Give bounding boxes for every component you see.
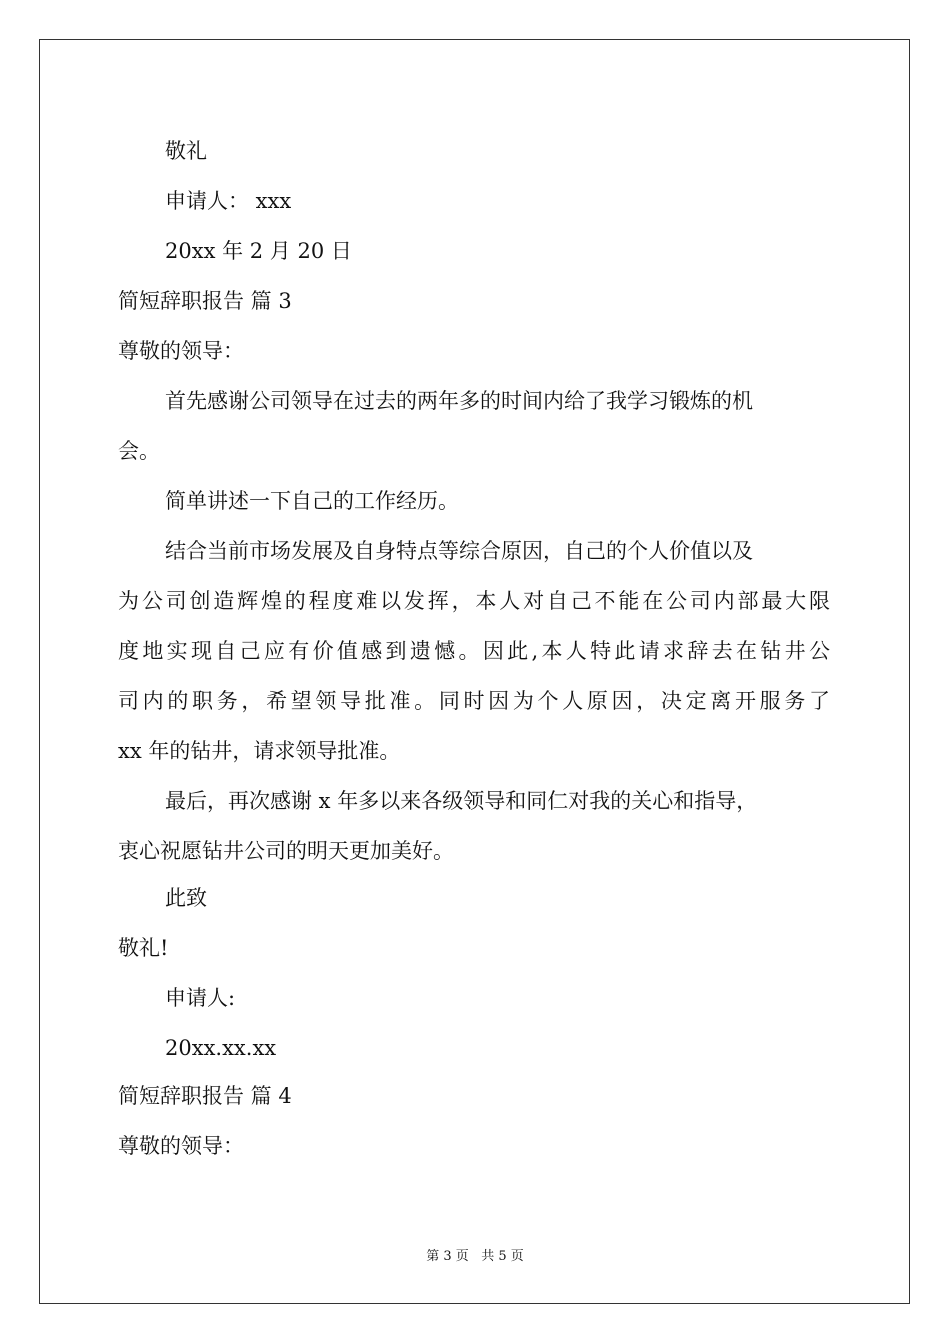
date-line: 20xx 年 2 月 20 日 (165, 239, 352, 263)
paragraph-3-line-3: 度地实现自己应有价值感到遗憾。因此,本人特此请求辞去在钻井公 (118, 639, 830, 663)
paragraph-3-line-2: 为公司创造辉煌的程度难以发挥，本人对自己不能在公司内部最大限 (118, 589, 830, 613)
salutation-4: 尊敬的领导： (118, 1134, 244, 1158)
page-border (39, 39, 910, 1304)
paragraph-3-line-4: 司内的职务，希望领导批准。同时因为个人原因，决定离开服务了 (118, 689, 830, 713)
paragraph-4-line-1: 最后，再次感谢 x 年多以来各级领导和同仁对我的关心和指导， (165, 789, 758, 813)
salutation-3: 尊敬的领导： (118, 339, 244, 363)
section-heading-4: 简短辞职报告 篇 4 (118, 1084, 292, 1108)
paragraph-4-line-2: 衷心祝愿钻井公司的明天更加美好。 (118, 839, 454, 863)
applicant-line-2: 申请人: (165, 986, 236, 1010)
cizhi-line: 此致 (165, 886, 207, 910)
paragraph-2-line-1: 简单讲述一下自己的工作经历。 (165, 489, 459, 513)
date-line-2: 20xx.xx.xx (165, 1036, 277, 1060)
paragraph-3-line-1: 结合当前市场发展及自身特点等综合原因，自己的个人价值以及 (165, 539, 753, 563)
applicant-line: 申请人： xxx (165, 189, 292, 213)
section-heading-3: 简短辞职报告 篇 3 (118, 289, 292, 313)
page-number: 第 3 页 共 5 页 (426, 1249, 524, 1264)
jingli-line: 敬礼! (118, 936, 169, 960)
paragraph-3-line-5: xx 年的钻井，请求领导批准。 (118, 739, 401, 763)
paragraph-1-line-1: 首先感谢公司领导在过去的两年多的时间内给了我学习锻炼的机 (165, 389, 753, 413)
paragraph-1-line-2: 会。 (118, 439, 160, 463)
closing-line: 敬礼 (165, 139, 207, 163)
